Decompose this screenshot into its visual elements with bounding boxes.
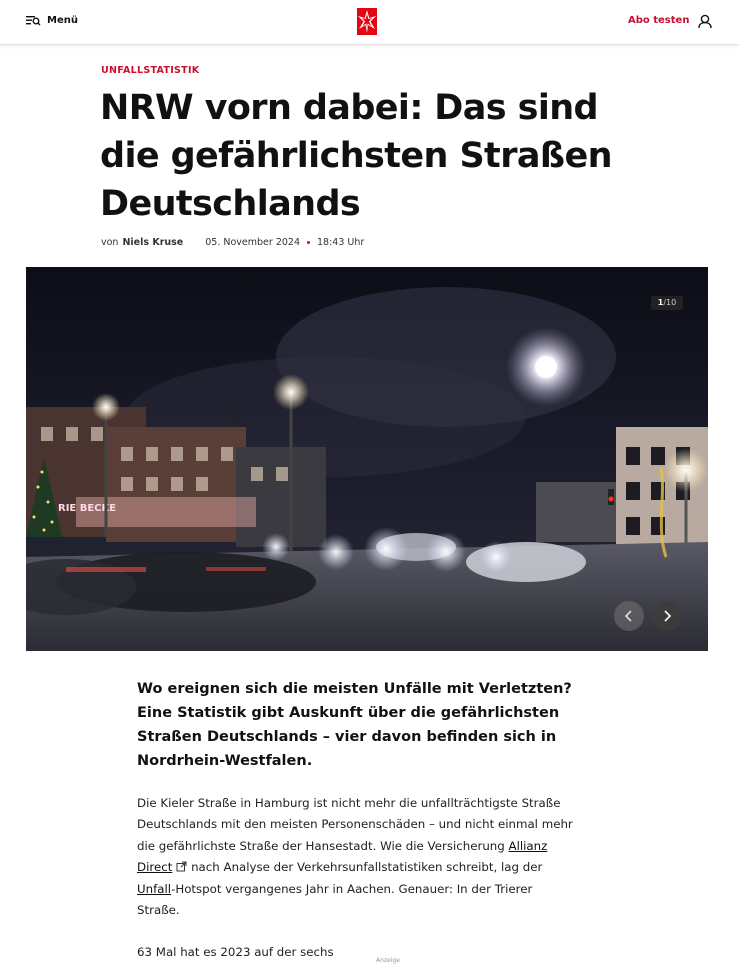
site-header <box>0 0 739 45</box>
ad-label: Anzeige <box>376 957 400 964</box>
gallery-next-button[interactable] <box>652 601 682 631</box>
allianz-direct-link[interactable]: Allianz Direct <box>137 838 548 875</box>
article-headline: NRW vorn dabei: Das sind die gefährlichsten Straßen Deutschlands <box>100 88 612 224</box>
article-paragraph-2: 63 Mal hat es 2023 auf der sechs <box>137 945 334 959</box>
stern-logo[interactable] <box>357 8 377 35</box>
para1-text-b: nach Analyse der Verkehrsunfallstatistiken schreibt, lag der <box>187 860 543 875</box>
gallery-image[interactable] <box>26 267 708 651</box>
chevron-right-icon <box>662 610 672 622</box>
article-paragraph <box>137 793 577 921</box>
menu-search-icon <box>26 14 41 26</box>
para1-text-a: Die Kieler Straße in Hamburg ist nicht mehr die unfallträchtigste Straße Deutschlands mit den meisten Personenschäden – und nicht einmal mehr die gefährlichste Straße der Hansestadt. Wie die Versicherung <box>137 796 573 853</box>
article-byline <box>101 237 364 248</box>
abo-testen-link[interactable]: Abo testen <box>628 15 690 26</box>
star-icon <box>357 8 377 35</box>
author-link[interactable]: Niels Kruse <box>122 237 184 248</box>
external-link-icon <box>176 861 187 872</box>
user-icon[interactable] <box>698 14 712 29</box>
shop-sign-text: RIE BECKE <box>58 503 117 514</box>
para1-text-c: -Hotspot vergangenes Jahr in Aachen. Genauer: In der Trierer Straße. <box>137 881 533 918</box>
publish-date: 05. November 2024 <box>205 237 300 248</box>
gallery-current: 1 <box>657 298 664 307</box>
night-street-photo <box>26 267 708 651</box>
gallery-counter <box>651 296 683 310</box>
separator-dot <box>307 241 310 244</box>
gallery-prev-button[interactable] <box>614 601 644 631</box>
byline-prefix: von <box>101 237 119 248</box>
publish-time: 18:43 Uhr <box>317 237 365 248</box>
gallery-total: /10 <box>663 298 677 307</box>
unfall-link[interactable]: Unfall <box>137 881 172 896</box>
article-lead: Wo ereignen sich die meisten Unfälle mit Verletzten? Eine Statistik gibt Auskunft über die gefährlichsten Straßen Deutschlands – vier davon befinden sich in Nordrhein-Westfalen. <box>137 681 572 769</box>
menu-button[interactable] <box>26 14 78 26</box>
menu-label: Menü <box>47 14 78 26</box>
chevron-left-icon <box>624 610 634 622</box>
article-kicker: UNFALLSTATISTIK <box>101 65 200 76</box>
